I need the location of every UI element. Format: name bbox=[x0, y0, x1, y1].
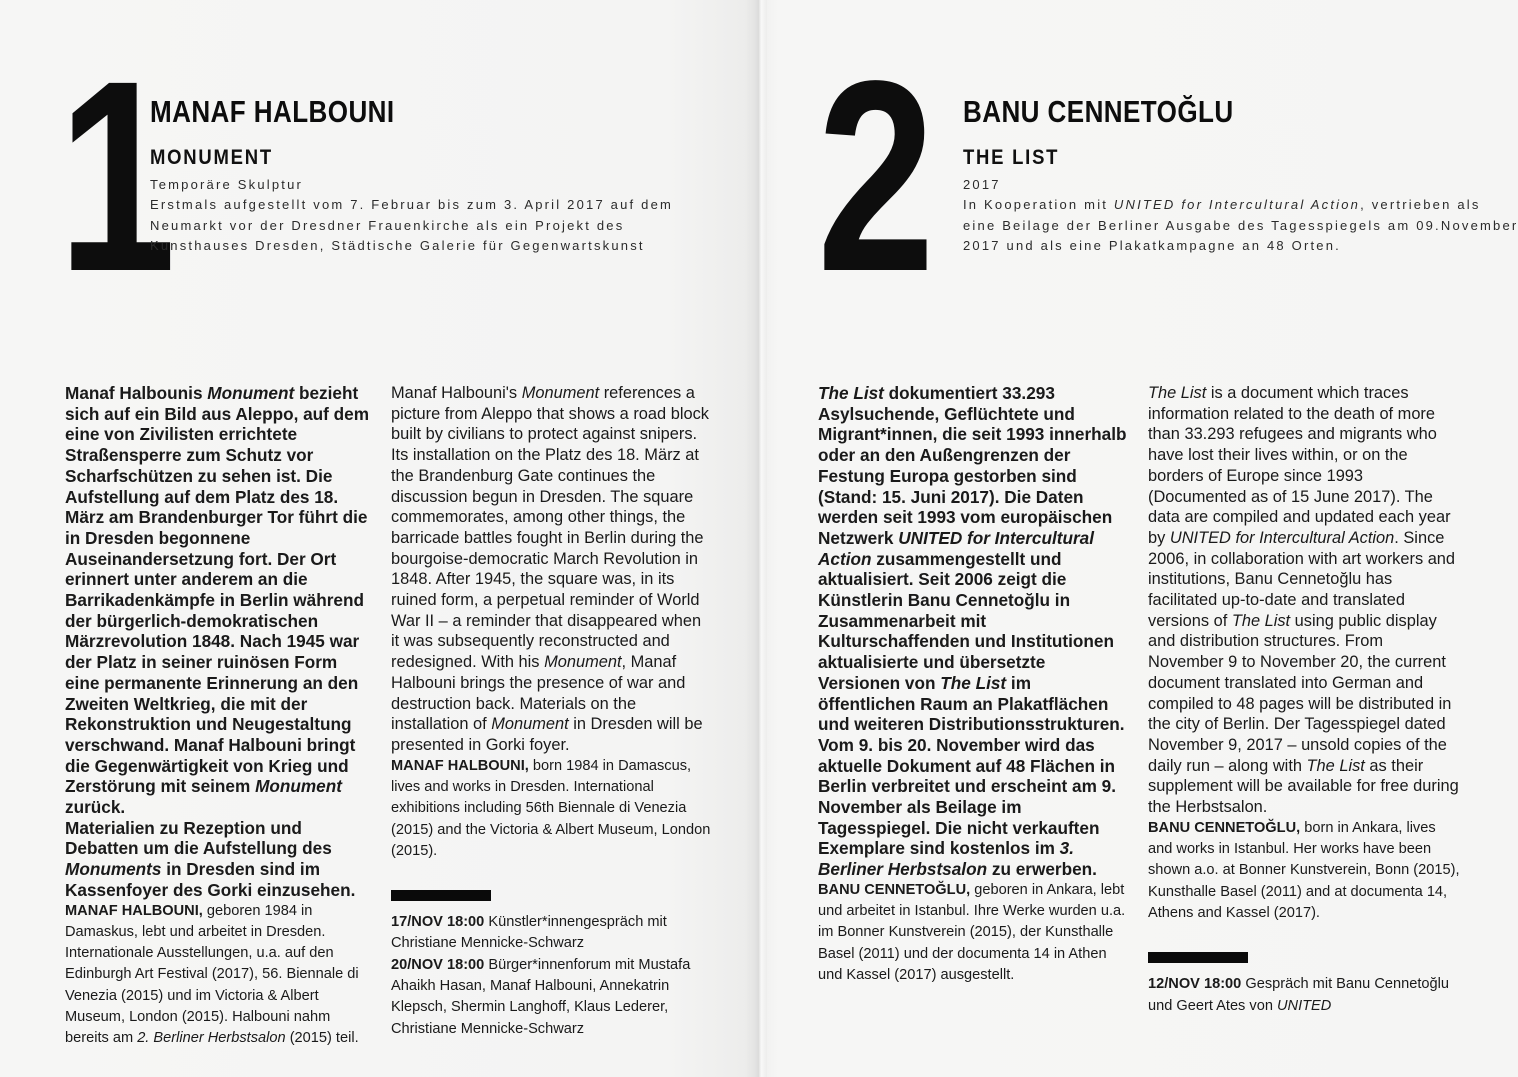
paragraph: The List is a document which traces information related to the death of more than 33.293 refugees and migrants who have lost their lives within, or on the borders of Europe since 1993 (Documented as of 15 June 2017). The data are compiled and updated each year by UNITED for Intercultural Action. Since 2006, in collaboration with art workers and institutions, Banu Cennetoğlu has facilitated up-to-date and translated versions of The List using public display and distribution structures. From November 9 to November 20, the current document translated into German and compiled to 48 pages will be distributed in the city of Berlin. Der Tagesspiegel dated November 9, 2017 – unsold copies of the daily run – along with The List as their supplement will be available for free during the Herbstsalon. bbox=[1148, 384, 1459, 817]
paragraph: The List dokumentiert 33.293 Asylsuchende, Geflüchtete und Migrant*innen, die seit 1993 innerhalb oder an den Außengrenzen der Festung Europa gestorben sind (Stand: 15. Juni 2017). Die Daten werden seit 1993 vom europäischen Netzwerk UNITED for Intercultural Action zusammengestellt und aktualisiert. Seit 2006 zeigt die Künstlerin Banu Cennetoğlu in Zusammenarbeit mit Kulturschaffenden und Institutionen aktualisierte und übersetzte Versionen von The List im öffentlichen Raum an Plakatflächen und weiteren Distributionsstrukturen. Vom 9. bis 20. November wird das aktuelle Dokument auf 48 Flächen in Berlin verbreitet und erscheint am 9. November als Beilage im Tagesspiegel. Die nicht verkauften Exemplare sind kostenlos im 3. Berliner Herbstsalon zu erwerben. bbox=[818, 383, 1127, 880]
work-details: Erstmals aufgestellt vom 7. Februar bis zum 3. April 2017 auf dem Neumarkt vor der Dresdner Frauenkirche als ein Projekt des Kunsthauses Dresden, Städtische Galerie für Gegenwartskunst bbox=[150, 197, 674, 253]
chapter-number: 2 bbox=[817, 24, 931, 328]
event-item: 12/NOV 18:00 Gespräch mit Banu Cennetoğlu und Geert Ates von UNITED bbox=[1148, 976, 1449, 1014]
event-item: 17/NOV 18:00 Künstler*innengespräch mit Christiane Mennicke-Schwarz bbox=[391, 914, 667, 952]
event-item: 20/NOV 18:00 Bürger*innenforum mit Mustafa Ahaikh Hasan, Manaf Halbouni, Annekatrin Klepsch, Shermin Langhoff, Klaus Lederer, Christiane Mennicke-Schwarz bbox=[391, 956, 691, 1037]
work-subtitle: 2017 bbox=[963, 177, 1001, 192]
paragraph: Manaf Halbounis Monument bezieht sich auf ein Bild aus Aleppo, auf dem eine von Zivilisten errichtete Straßensperre zum Schutz vor Scharfschützen zu sehen ist. Die Aufstellung auf dem Platz des 18. März am Brandenburger Tor führt die in Dresden begonnene Auseinandersetzung fort. Der Ort erinnert unter anderem an die Barrikadenkämpfe in Berlin während der bürgerlich-demokratischen Märzrevolution 1848. Nach 1945 war der Platz in seiner ruinösen Form eine permanente Erinnerung an den Zweiten Weltkrieg, die mit der Rekonstruktion und Neugestaltung verschwand. Manaf Halbouni bringt die Gegenwärtigkeit von Krieg und Zerstörung mit seinem Monument zurück. bbox=[65, 383, 370, 818]
page-header bbox=[150, 94, 706, 257]
artist-bio-german: BANU CENNETOĞLU, geboren in Ankara, lebt und arbeitet in Istanbul. Ihre Werke wurden u.a. im Bonner Kunstverein (2015), der Kunsthalle Basel (2011) und der documenta 14 in Athen und Kassel (2017) ausgestellt. bbox=[818, 881, 1126, 984]
paragraph: Manaf Halbouni's Monument references a picture from Aleppo that shows a road block built by civilians to protect against snipers. Its installation on the Platz des 18. März at the Brandenburg Gate continues the discussion begun in Dresden. The square commemorates, among other things, the barricade battles fought in Berlin during the bourgoise-democratic March Revolution in 1848. After 1945, the square was, in its ruined form, a perpetual reminder of World War II – a reminder that disappeared when it was subsequently reconstructed and redesigned. With his Monument, Manaf Halbouni brings the presence of war and destruction back. Materials on the installation of Monument in Dresden will be presented in Gorki foyer. bbox=[391, 384, 709, 754]
chapter-number: 1 bbox=[58, 24, 172, 328]
event-block bbox=[391, 890, 712, 1040]
artist-name: BANU CENNETOĞLU bbox=[963, 94, 1234, 129]
column-english bbox=[1148, 383, 1462, 1017]
work-title: MONUMENT bbox=[150, 146, 273, 169]
event-bar bbox=[1148, 952, 1248, 963]
artist-bio-english: BANU CENNETOĞLU, born in Ankara, lives and works in Istanbul. Her works have been shown a.o. at Bonner Kunstverein, Bonn (2015), Kunsthalle Basel (2011) and at documenta 14, Athens and Kassel (2017). bbox=[1148, 819, 1460, 921]
page-right bbox=[759, 0, 1518, 1077]
event-bar bbox=[391, 890, 491, 901]
event-block bbox=[1148, 952, 1462, 1017]
paragraph: Materialien zu Rezeption und Debatten um die Aufstellung des Monuments in Dresden sind im Kassenfoyer des Gorki einzusehen. bbox=[65, 817, 356, 900]
artist-name: MANAF HALBOUNI bbox=[150, 94, 395, 129]
page-header bbox=[963, 94, 1518, 257]
work-title: THE LIST bbox=[963, 146, 1060, 169]
column-english bbox=[391, 383, 712, 1040]
artist-bio-english: MANAF HALBOUNI, born 1984 in Damascus, lives and works in Dresden. International exhibitions including 56th Biennale di Venezia (2015) and the Victoria & Albert Museum, London (2015). bbox=[391, 757, 711, 859]
column-german bbox=[818, 383, 1127, 986]
artist-bio-german: MANAF HALBOUNI, geboren 1984 in Damaskus, lebt und arbeitet in Dresden. Internationale Ausstellungen, u.a. auf den Edinburgh Art Festival (2017), 56. Biennale di Venezia (2015) und im Victoria & Albert Museum, London (2015). Halbouni nahm bereits am 2. Berliner Herbstsalon (2015) teil. bbox=[65, 902, 359, 1047]
work-subtitle: Temporäre Skulptur bbox=[150, 177, 304, 192]
work-details: In Kooperation mit UNITED for Intercultural Action, vertrieben als eine Beilage der Berliner Ausgabe des Tagesspiegels am 09.November 2017 und als eine Plakatkampagne an 48 Orten. bbox=[963, 197, 1518, 253]
column-german bbox=[65, 383, 372, 1050]
